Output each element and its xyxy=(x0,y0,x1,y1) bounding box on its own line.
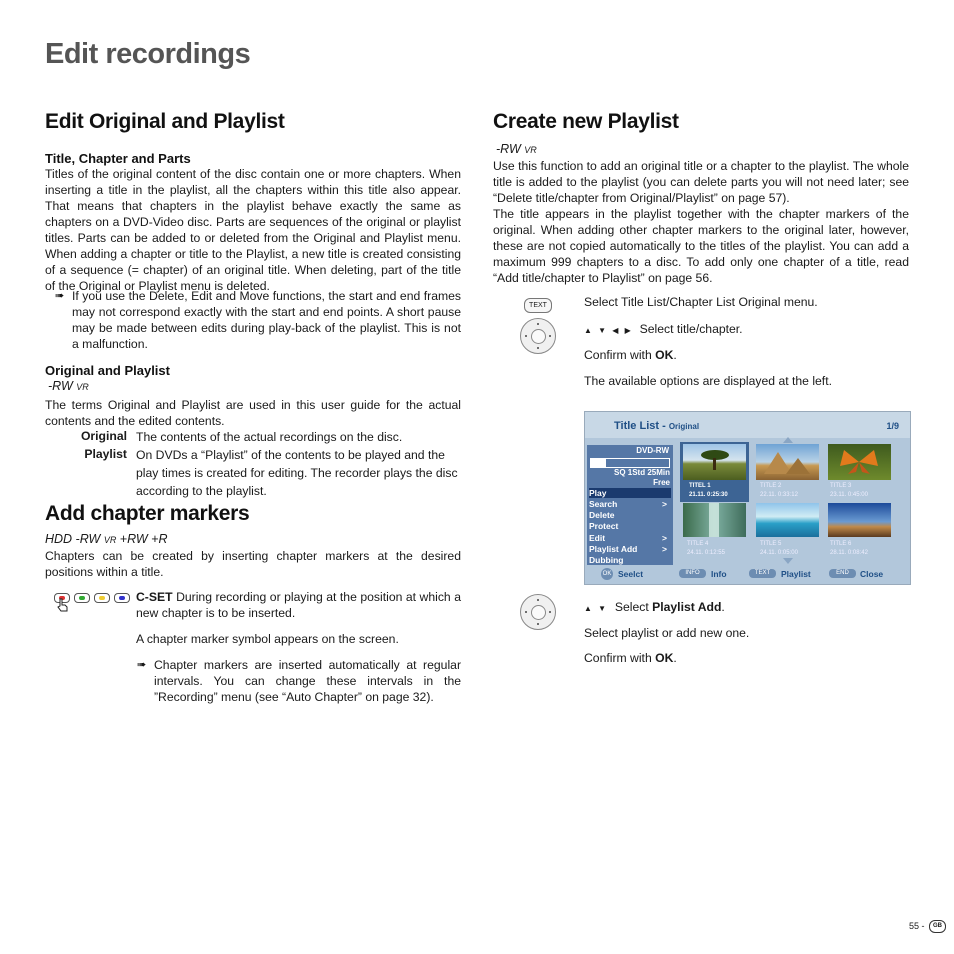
thumb-6-date: 28.11. 0:08:42 xyxy=(830,550,868,556)
paragraph-create-playlist: Use this function to add an original title or a chapter to the playlist. The whole title is added to the playlist (you can delete parts you will not need later; see “Delete title/chapter from Original/Playlist” on page 57). The title appears in the playlist together with the chapter markers of the original. When adding other chapter markers to the original later, however, these are not copied automatically to the titles of the playlist. You can add a maximum 999 chapters to a disc. To add only one chapter of a title, read “Add title/chapter to Playlist” on page 56. xyxy=(493,159,909,285)
thumb-pyramids-image[interactable] xyxy=(756,444,819,480)
thumb-landscape-image[interactable] xyxy=(828,503,891,537)
term-original: Original xyxy=(80,429,127,443)
thumb-1-title: TITEL 1 xyxy=(689,483,711,489)
scroll-down-icon xyxy=(783,558,793,564)
cset-instruction: C-SET During recording or playing at the position at which a new chapter is to be inserted. xyxy=(136,590,461,620)
osd-capacity-bar xyxy=(590,458,670,468)
step-confirm-ok: Confirm with OK. xyxy=(584,348,677,362)
thumb-tree-image[interactable] xyxy=(683,444,746,480)
footer-playlist-label: Playlist xyxy=(781,569,811,579)
footer-select-label: Seelct xyxy=(618,569,644,579)
note-arrow-icon: ➠ xyxy=(55,290,65,302)
title-list-osd xyxy=(584,411,911,585)
scroll-up-icon xyxy=(783,437,793,443)
paragraph-add-chapter-markers: Chapters can be created by inserting chapter markers at the desired positions within a title. xyxy=(45,549,461,579)
osd-menu-delete[interactable]: Delete xyxy=(589,510,615,520)
arrow-keys-icon: ▲ ▼ ◀ ▶ xyxy=(584,326,633,335)
up-down-arrows-icon: ▲ ▼ xyxy=(584,604,609,613)
page-number: 55 - xyxy=(909,921,925,931)
format-badge-hdd-rw-r: HDD -RW VR +RW +R xyxy=(45,532,168,546)
blue-button-icon xyxy=(114,593,130,603)
osd-header xyxy=(585,412,910,438)
format-badge-rw-vr: -RW VR xyxy=(48,379,89,393)
thumb-4-title: TITLE 4 xyxy=(687,541,709,547)
paragraph-title-chapter-parts: Titles of the original content of the disc contain one or more chapters. When inserting a title in the playlist, all the chapters within this title also appear. That means that chapters in the playlist behave exactly the same as chapters on a DVD-Video disc. Parts are sequences of the original or playlist titles. Parts can be added to or deleted from the Original and Playlist menu. When adding a chapter or title to the Playlist, a new title is created consisting of a sequence (= chapter) of an original title. When deleting, part of the title of the Original or Playlist menu is deleted. xyxy=(45,167,461,293)
page-title: Edit recordings xyxy=(45,38,251,70)
note-arrow-icon: ➠ xyxy=(137,659,147,671)
note-auto-chapter: ➠ Chapter markers are inserted automatically at regular intervals. You can change these intervals in the ”Recording” menu (see “Auto Chapter” on page 32). xyxy=(137,658,461,704)
ok-button-icon[interactable]: OK xyxy=(601,568,613,580)
thumb-6-title: TITLE 6 xyxy=(830,541,852,547)
step-options-displayed: The available options are displayed at the left. xyxy=(584,374,832,388)
marker-symbol-text: A chapter marker symbol appears on the screen. xyxy=(136,632,399,646)
step-select-title-list: Select Title List/Chapter List Original menu. xyxy=(584,295,818,309)
note-delete-edit-move xyxy=(55,288,461,352)
osd-menu-play[interactable]: Play xyxy=(589,488,671,498)
text-button-osd-icon[interactable]: TEXT xyxy=(749,569,776,578)
country-badge: GB xyxy=(929,920,946,933)
thumb-1-date: 21.11. 0:25:30 xyxy=(689,492,728,498)
hand-pointer-icon xyxy=(56,598,70,612)
remote-navigation-icon xyxy=(520,318,556,354)
footer-info-label: Info xyxy=(711,569,727,579)
thumb-waterfall-image[interactable] xyxy=(683,503,746,537)
section-title-edit-original: Edit Original and Playlist xyxy=(45,110,285,133)
end-button-icon[interactable]: END xyxy=(829,569,856,578)
step-select-title-chapter: ▲ ▼ ◀ ▶ Select title/chapter. xyxy=(584,322,743,336)
footer-close-label: Close xyxy=(860,569,884,579)
definition-playlist: On DVDs a “Playlist” of the contents to be played and the play times is created for editing. The recorder plays the disc according to the playlist. xyxy=(136,448,458,498)
term-playlist: Playlist xyxy=(84,447,127,461)
green-button-icon xyxy=(74,593,90,603)
subheading-original-playlist: Original and Playlist xyxy=(45,363,170,378)
osd-quality: SQ 1Std 25Min xyxy=(613,468,670,477)
info-button-icon[interactable]: INFO xyxy=(679,569,706,578)
definition-original: The contents of the actual recordings on the disc. xyxy=(136,430,403,444)
osd-menu-edit[interactable]: Edit > xyxy=(589,533,667,543)
yellow-button-icon xyxy=(94,593,110,603)
thumb-beach-image[interactable] xyxy=(756,503,819,537)
thumb-3-date: 23.11. 0:45:00 xyxy=(830,492,868,498)
step-select-playlist-add: ▲ ▼ Select Playlist Add. xyxy=(584,600,725,614)
format-badge-rw-vr-right: -RW VR xyxy=(496,142,537,156)
section-title-add-chapter-markers: Add chapter markers xyxy=(45,502,250,525)
osd-menu-playlist-add[interactable]: Playlist Add > xyxy=(589,544,667,554)
step-confirm-ok-2: Confirm with OK. xyxy=(584,651,677,665)
osd-free: Free xyxy=(653,478,670,487)
thumb-5-date: 24.11. 0:05:00 xyxy=(760,550,798,556)
step-select-playlist: Select playlist or add new one. xyxy=(584,626,750,640)
thumb-4-date: 24.11. 0:12:55 xyxy=(687,550,725,556)
thumb-3-title: TITLE 3 xyxy=(830,483,852,489)
osd-disc-type: DVD-RW xyxy=(636,446,669,455)
subheading-title-chapter-parts: Title, Chapter and Parts xyxy=(45,151,191,166)
osd-title: Title List - Original xyxy=(614,420,700,432)
thumb-butterfly-image[interactable] xyxy=(828,444,891,480)
osd-menu-search[interactable]: Search > xyxy=(589,499,667,509)
osd-page-indicator: 1/9 xyxy=(886,421,899,431)
osd-menu-dubbing[interactable]: Dubbing xyxy=(589,555,624,565)
thumb-5-title: TITLE 5 xyxy=(760,541,782,547)
text-button-icon: TEXT xyxy=(524,298,552,313)
osd-options-menu xyxy=(587,445,673,565)
osd-menu-protect[interactable]: Protect xyxy=(589,521,619,531)
note-text: If you use the Delete, Edit and Move functions, the start and end frames may not correspond exactly with the start and end points. A short pause may be made between edits during play-back of the playlist. This is not a malfunction. xyxy=(72,289,461,351)
paragraph-original-playlist: The terms Original and Playlist are used in this user guide for the actual contents and the edited contents. xyxy=(45,398,461,428)
thumb-2-title: TITLE 2 xyxy=(760,483,782,489)
thumb-2-date: 22.11. 0:33:12 xyxy=(760,492,798,498)
section-title-create-playlist: Create new Playlist xyxy=(493,110,679,133)
remote-navigation-icon-2 xyxy=(520,594,556,630)
